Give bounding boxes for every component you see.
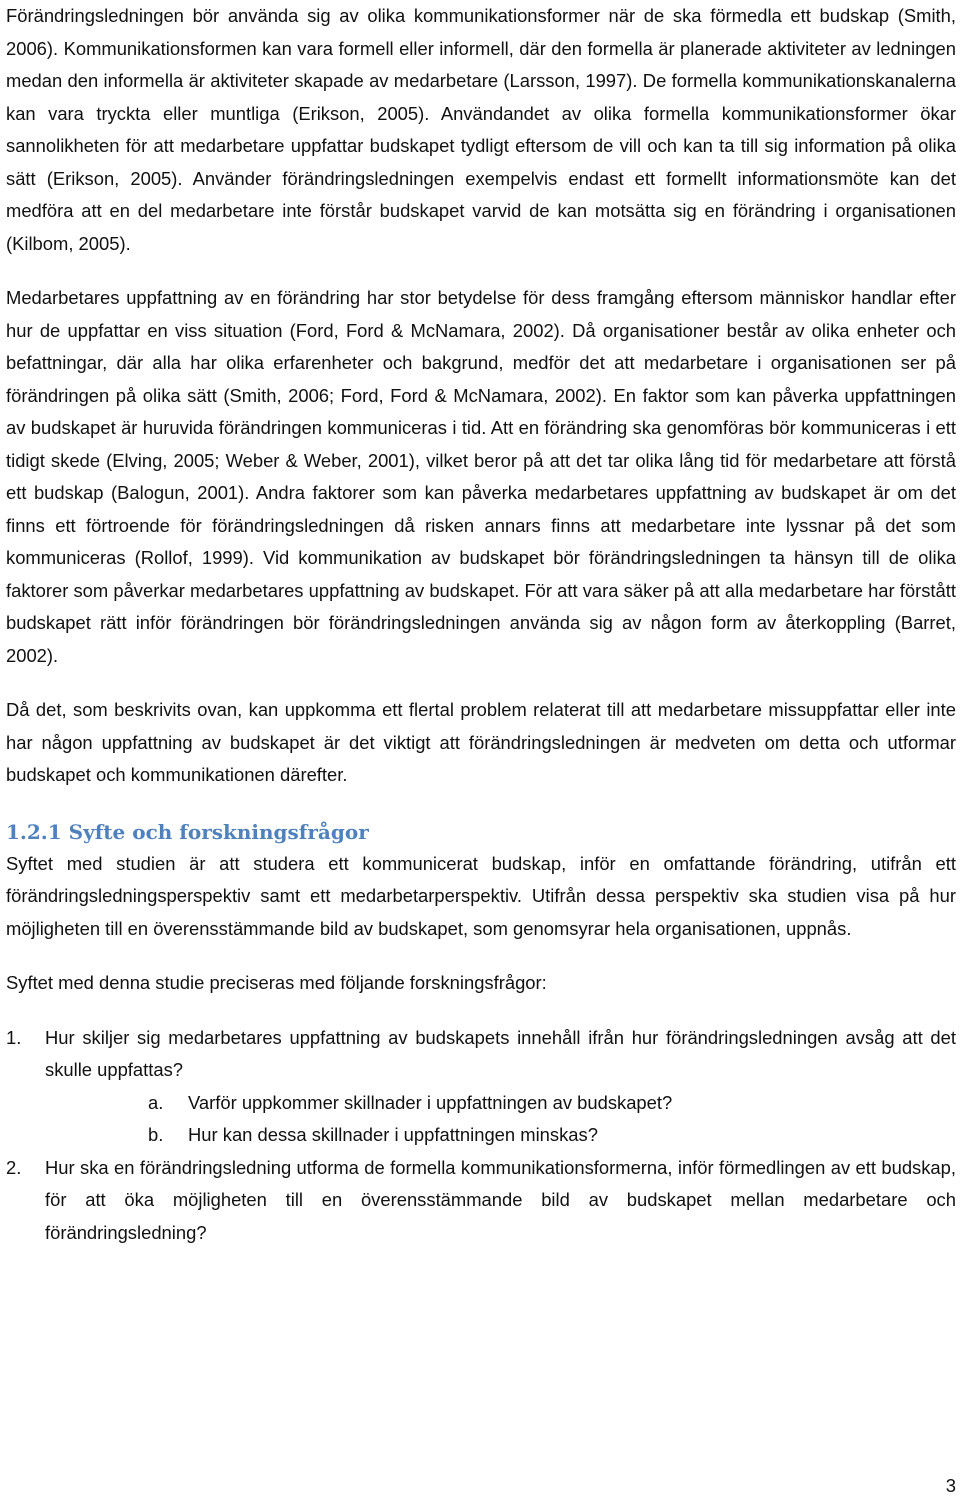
paragraph-research-intro: Syftet med denna studie preciseras med följande forskningsfrågor:: [6, 972, 547, 993]
question-text: Hur ska en förändringsledning utforma de formella kommunikationsformerna, inför förmedlingen av ett budskap, för att öka möjligheten till en överensstämmande bild av budskapet mellan medarbetare och förändringsledning?: [45, 1156, 956, 1243]
question-text: Hur skiljer sig medarbetares uppfattning av budskapets innehåll ifrån hur förändringsledningen avsåg att det skulle uppfattas?: [45, 1026, 956, 1080]
paragraph-gap: [6, 945, 956, 967]
paragraph-gap: [6, 1000, 956, 1022]
paragraph-purpose: Syftet med studien är att studera ett kommunicerat budskap, inför en omfattande förändring, utifrån ett förändringsledningsperspektiv samt ett medarbetarperspektiv. Utifrån dessa perspektiv ska studien visa på hur möjligheten till en överensstämmande bild av budskapet, som genomsyrar hela organisationen, uppnås.: [6, 852, 956, 939]
section-heading: 1.2.1 Syfte och forskningsfrågor: [6, 819, 369, 844]
sub-question-letter: b.: [148, 1124, 164, 1145]
sub-question: [148, 1119, 956, 1152]
question-number: 1.: [6, 1026, 22, 1048]
paragraph-communication-forms: Förändringsledningen bör använda sig av olika kommunikationsformer när de ska förmedla ett budskap (Smith, 2006). Kommunikationsformen kan vara formell eller informell, där den formella är planerade aktiviteter av ledningen medan den informella är aktiviteter skapade av medarbetare (Larsson, 1997). De formella kommunikationskanalerna kan vara tryckta eller muntliga (Erikson, 2005). Användandet av olika formella kommunikationsformer ökar sannolikheten för att medarbetare uppfattar budskapet tydligt eftersom de vill och kan ta till sig information på olika sätt (Erikson, 2005). Använder förändringsledningen exempelvis endast ett formellt informationsmöte kan det medföra att en del medarbetare inte förstår budskapet varvid de kan motsätta sig en förändring i organisationen (Kilbom, 2005).: [6, 5, 956, 254]
sub-question: [148, 1087, 956, 1120]
page-number: 3: [945, 1475, 956, 1496]
question-number: 2.: [6, 1156, 22, 1178]
sub-question-letter: a.: [148, 1091, 164, 1113]
research-questions-list: [6, 1022, 956, 1250]
document-page: [6, 0, 956, 1249]
paragraph-problem-summary: Då det, som beskrivits ovan, kan uppkomma ett flertal problem relaterat till att medarbetare missuppfattar eller inte har någon uppfattning av budskapet är det viktigt att förändringsledningen är medveten om detta och utformar budskapet och kommunikationen därefter.: [6, 699, 956, 785]
paragraph-gap: [6, 672, 956, 694]
sub-question-text: Varför uppkommer skillnader i uppfattningen av budskapet?: [188, 1091, 673, 1113]
sub-question-text: Hur kan dessa skillnader i uppfattningen minskas?: [188, 1124, 598, 1145]
research-question: [6, 1022, 956, 1087]
research-question: [6, 1152, 956, 1250]
paragraph-gap: [6, 260, 956, 282]
paragraph-employee-perception: Medarbetares uppfattning av en förändring har stor betydelse för dess framgång eftersom människor handlar efter hur de uppfattar en viss situation (Ford, Ford & McNamara, 2002). Då organisationer består av olika enheter och befattningar, där alla har olika erfarenheter och bakgrund, medför det att medarbetare i organisationen ser på förändringen på olika sätt (Smith, 2006; Ford, Ford & McNamara, 2002). En faktor som kan påverka uppfattningen av budskapet är huruvida förändringen kommuniceras i tid. Att en förändring ska genomföras bör kommuniceras i ett tidigt skede (Elving, 2005; Weber & Weber, 2001), vilket beror på att det tar olika lång tid för medarbetare att förstå ett budskap (Balogun, 2001). Andra faktorer som kan påverka medarbetares uppfattning av budskapet är om det finns ett förtroende för förändringsledningen då risken annars finns att medarbetare inte lyssnar på det som kommuniceras (Rollof, 1999). Vid kommunikation av budskapet bör förändringsledningen ta hänsyn till de olika faktorer som påverkar medarbetares uppfattning av budskapet. För att vara säker på att alla medarbetare har förstått budskapet rätt inför förändringen bör förändringsledningen använda sig av någon form av återkoppling (Barret, 2002).: [6, 287, 956, 666]
